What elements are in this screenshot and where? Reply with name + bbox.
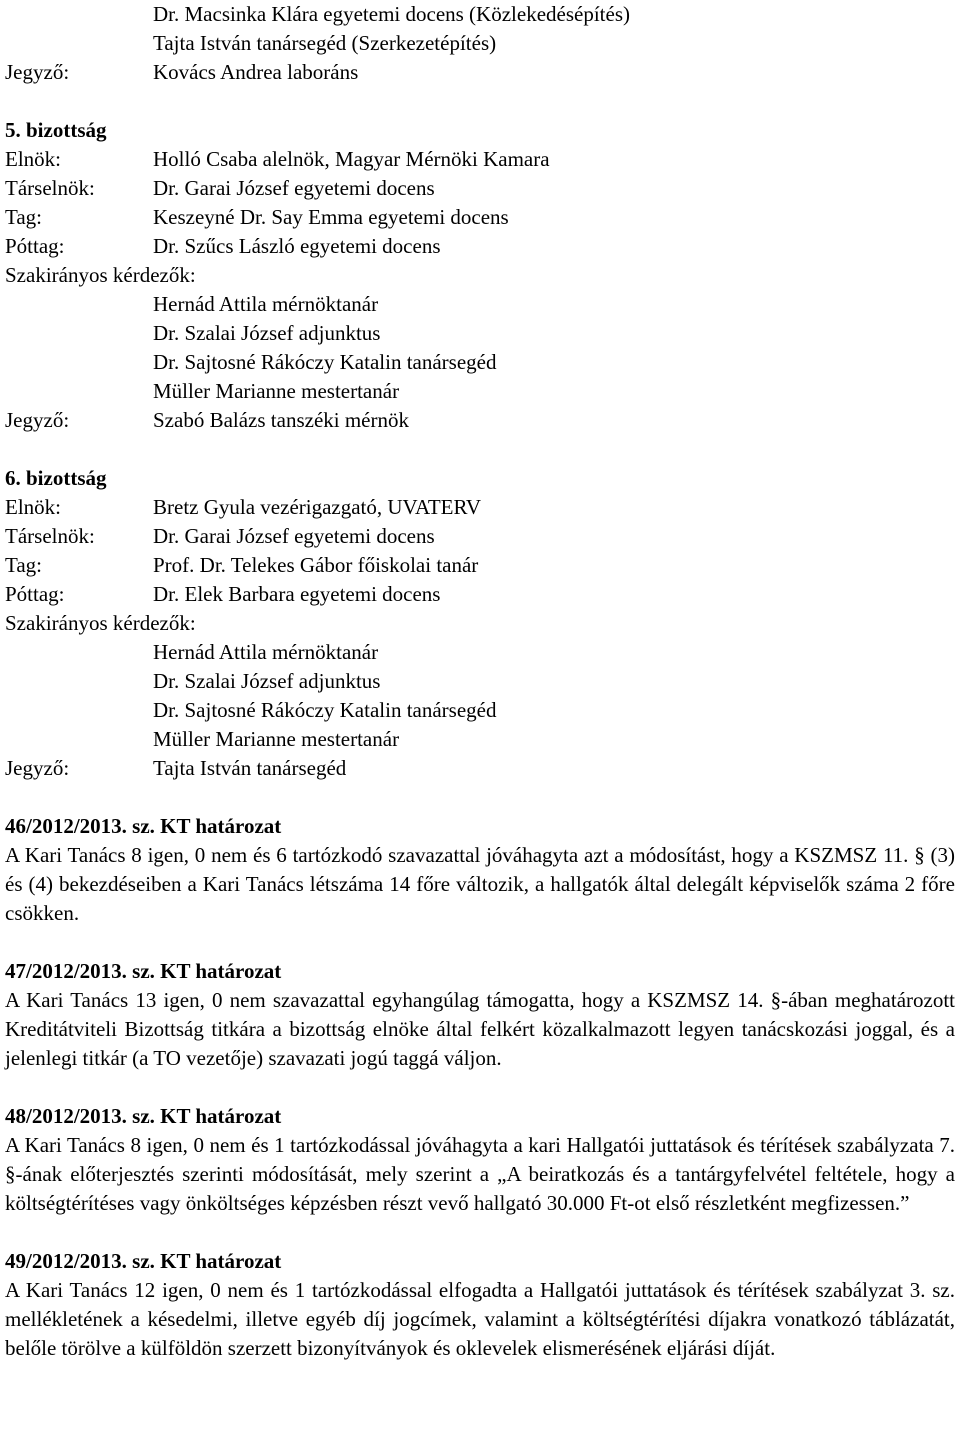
member-name: Dr. Szalai József adjunktus [153,669,381,693]
role-label: Szakirányos kérdezők: [5,263,196,287]
member-name: Szabó Balázs tanszéki mérnök [153,408,409,432]
pottag-row [5,232,955,261]
role-label: Elnök: [5,147,61,171]
role-label: Elnök: [5,495,61,519]
elnok-row [5,145,955,174]
member-name: Müller Marianne mestertanár [153,727,400,751]
resolution-block [5,957,955,1073]
jegyzo-row [5,58,955,87]
resolution-block [5,1247,955,1363]
resolution-text: A Kari Tanács 8 igen, 0 nem és 6 tartózkodó szavazattal jóváhagyta azt a módosítást, hogy a KSZMSZ 11. § (3) és (4) bekezdéseiben a Kari Tanács létszáma 14 főre változik, a hallgatók által delegált képviselők száma 2 főre csökken. [5,843,955,925]
role-label: Jegyző: [5,408,70,432]
member-name: Dr. Garai József egyetemi docens [153,524,435,548]
role-label: Jegyző: [5,756,70,780]
member-name: Keszeyné Dr. Say Emma egyetemi docens [153,205,509,229]
resolution-text: A Kari Tanács 12 igen, 0 nem és 1 tartózkodással elfogadta a Hallgatói juttatások és térítések szabályzat 3. sz. mellékletének a késedelmi, illetve egyéb díj jogcímek, valamint a költségtérítési díjakra vonatkozó táblázatát, belőle törölve a külföldön szerzett bizonyítványok és oklevelek elismerésének eljárási díját. [5,1278,955,1360]
tarselnok-row [5,174,955,203]
member-name: Tajta István tanársegéd (Szerkezetépítés) [153,31,497,55]
member-name: Dr. Garai József egyetemi docens [153,176,435,200]
resolution-heading: 46/2012/2013. sz. KT határozat [5,814,282,838]
role-label: Társelnök: [5,176,95,200]
resolution-heading: 47/2012/2013. sz. KT határozat [5,959,282,983]
committee-heading: 6. bizottság [5,466,107,490]
jegyzo-row [5,406,955,435]
role-label: Jegyző: [5,60,70,84]
member-name: Dr. Macsinka Klára egyetemi docens (Közlekedésépítés) [153,2,630,26]
member-name: Hernád Attila mérnöktanár [153,292,379,316]
member-row [5,29,955,58]
member-name: Dr. Szalai József adjunktus [153,321,381,345]
member-row [5,377,955,406]
member-name: Bretz Gyula vezérigazgató, UVATERV [153,495,481,519]
document-page [5,0,955,1363]
kerdezok-label-row [5,609,955,638]
member-name: Tajta István tanársegéd [153,756,347,780]
role-label: Tag: [5,205,43,229]
pottag-row [5,580,955,609]
member-row [5,290,955,319]
member-name: Kovács Andrea laboráns [153,60,359,84]
elnok-row [5,493,955,522]
role-label: Szakirányos kérdezők: [5,611,196,635]
member-name: Dr. Szűcs László egyetemi docens [153,234,441,258]
member-name: Dr. Sajtosné Rákóczy Katalin tanársegéd [153,350,497,374]
member-row [5,348,955,377]
jegyzo-row [5,754,955,783]
tag-row [5,551,955,580]
resolution-text: A Kari Tanács 13 igen, 0 nem szavazattal egyhangúlag támogatta, hogy a KSZMSZ 14. §-ában meghatározott Kreditátviteli Bizottság titkára a bizottság elnöke által felkért közalkalmazott legyen tanácskozási joggal, és a jelenlegi titkár (a TO vezetője) szavazati jogú taggá váljon. [5,988,955,1070]
member-name: Prof. Dr. Telekes Gábor főiskolai tanár [153,553,479,577]
role-label: Póttag: [5,234,65,258]
member-name: Dr. Elek Barbara egyetemi docens [153,582,441,606]
resolution-block [5,1102,955,1218]
member-name: Dr. Sajtosné Rákóczy Katalin tanársegéd [153,698,497,722]
member-name: Müller Marianne mestertanár [153,379,400,403]
kerdezok-label-row [5,261,955,290]
resolution-text: A Kari Tanács 8 igen, 0 nem és 1 tartózkodással jóváhagyta a kari Hallgatói juttatások és térítések szabályzata 7. §-ának előterjesztés szerinti módosítását, mely szerint a „A beiratkozás és a tantárgyfelvétel feltétele, hogy a költségtérítéses vagy önköltséges képzésben részt vevő hallgató 30.000 Ft-ot első részletként megfizessen.” [5,1133,955,1215]
tag-row [5,203,955,232]
member-row [5,725,955,754]
resolution-heading: 48/2012/2013. sz. KT határozat [5,1104,282,1128]
member-name: Hernád Attila mérnöktanár [153,640,379,664]
committee-heading: 5. bizottság [5,118,107,142]
member-row [5,0,955,29]
member-name: Holló Csaba alelnök, Magyar Mérnöki Kamara [153,147,550,171]
resolution-block [5,812,955,928]
resolution-heading: 49/2012/2013. sz. KT határozat [5,1249,282,1273]
tarselnok-row [5,522,955,551]
member-row [5,667,955,696]
member-row [5,638,955,667]
role-label: Póttag: [5,582,65,606]
role-label: Társelnök: [5,524,95,548]
member-row [5,319,955,348]
member-row [5,696,955,725]
role-label: Tag: [5,553,43,577]
